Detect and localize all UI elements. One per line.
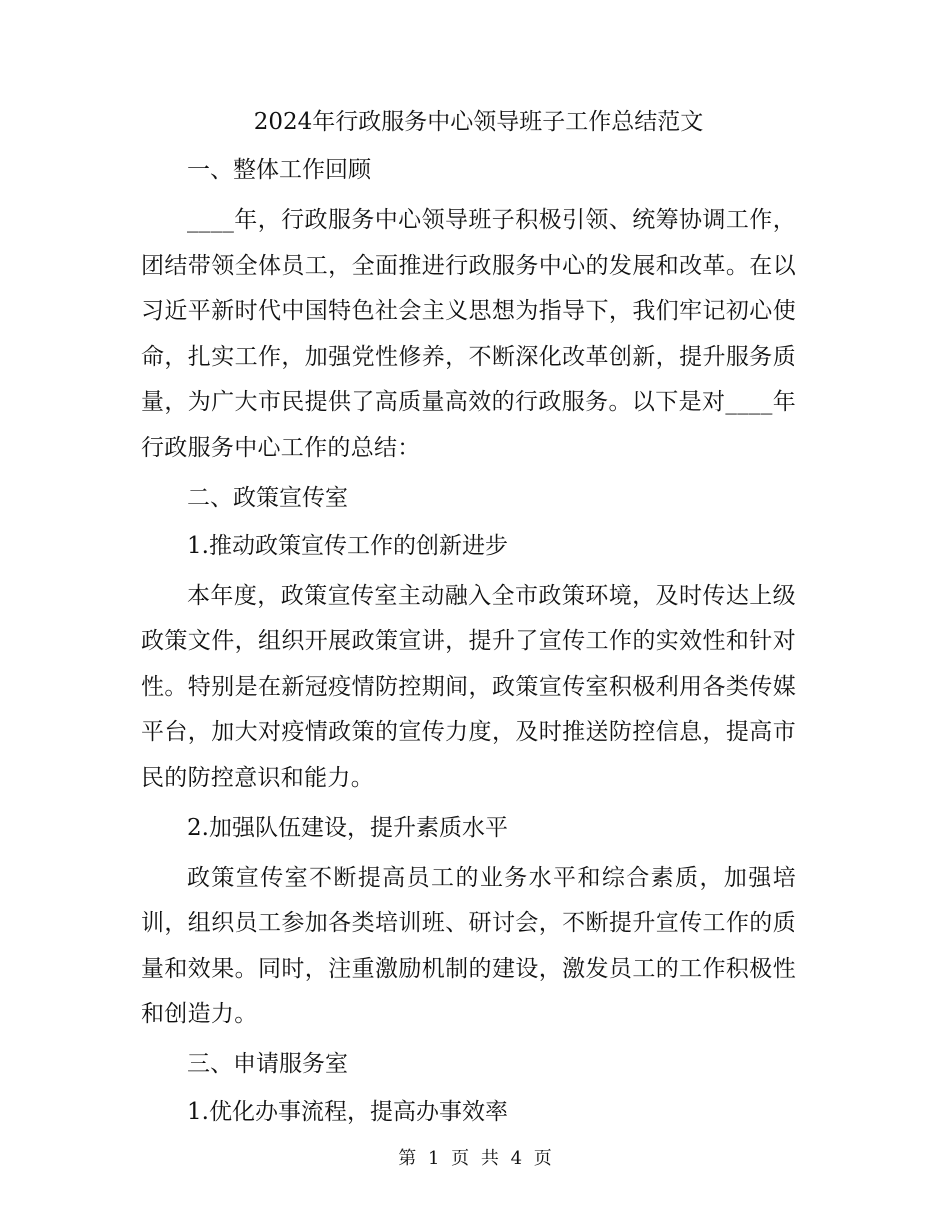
section-heading-policy-office: 二、政策宣传室 <box>187 484 348 511</box>
page-footer: 第 1 页 共 4 页 <box>398 1148 552 1169</box>
section-heading-overview: 一、整体工作回顾 <box>187 157 371 183</box>
subheading-process-optimization: 1.优化办事流程，提高办事效率 <box>187 1098 508 1125</box>
subheading-team-building: 2.加强队伍建设，提升素质水平 <box>187 814 508 841</box>
document-title: 2024年行政服务中心领导班子工作总结范文 <box>253 109 704 135</box>
document-body <box>141 102 796 1140</box>
paragraph-policy-innovation: 本年度，政策宣传室主动融入全市政策环境，及时传达上级政策文件，组织开展政策宣讲，提升了宣传工作的实效性和针对性。特别是在新冠疫情防控期间，政策宣传室积极利用各类传媒平台，加大对疫情政策的宣传力度，及时推送防控信息，提高市民的防控意识和能力。 <box>141 582 796 791</box>
section-heading-application-office: 三、申请服务室 <box>187 1050 348 1077</box>
paragraph-overview: ____年，行政服务中心领导班子积极引领、统筹协调工作，团结带领全体员工，全面推进行政服务中心的发展和改革。在以习近平新时代中国特色社会主义思想为指导下，我们牢记初心使命，扎实工作，加强党性修养，不断深化改革创新，提升服务质量，为广大市民提供了高质量高效的行政服务。以下是对____年行政服务中心工作的总结： <box>141 207 796 461</box>
paragraph-team-building: 政策宣传室不断提高员工的业务水平和综合素质，加强培训，组织员工参加各类培训班、研讨会，不断提升宣传工作的质量和效果。同时，注重激励机制的建设，激发员工的工作积极性和创造力。 <box>141 864 796 1028</box>
subheading-policy-innovation: 1.推动政策宣传工作的创新进步 <box>187 532 508 559</box>
